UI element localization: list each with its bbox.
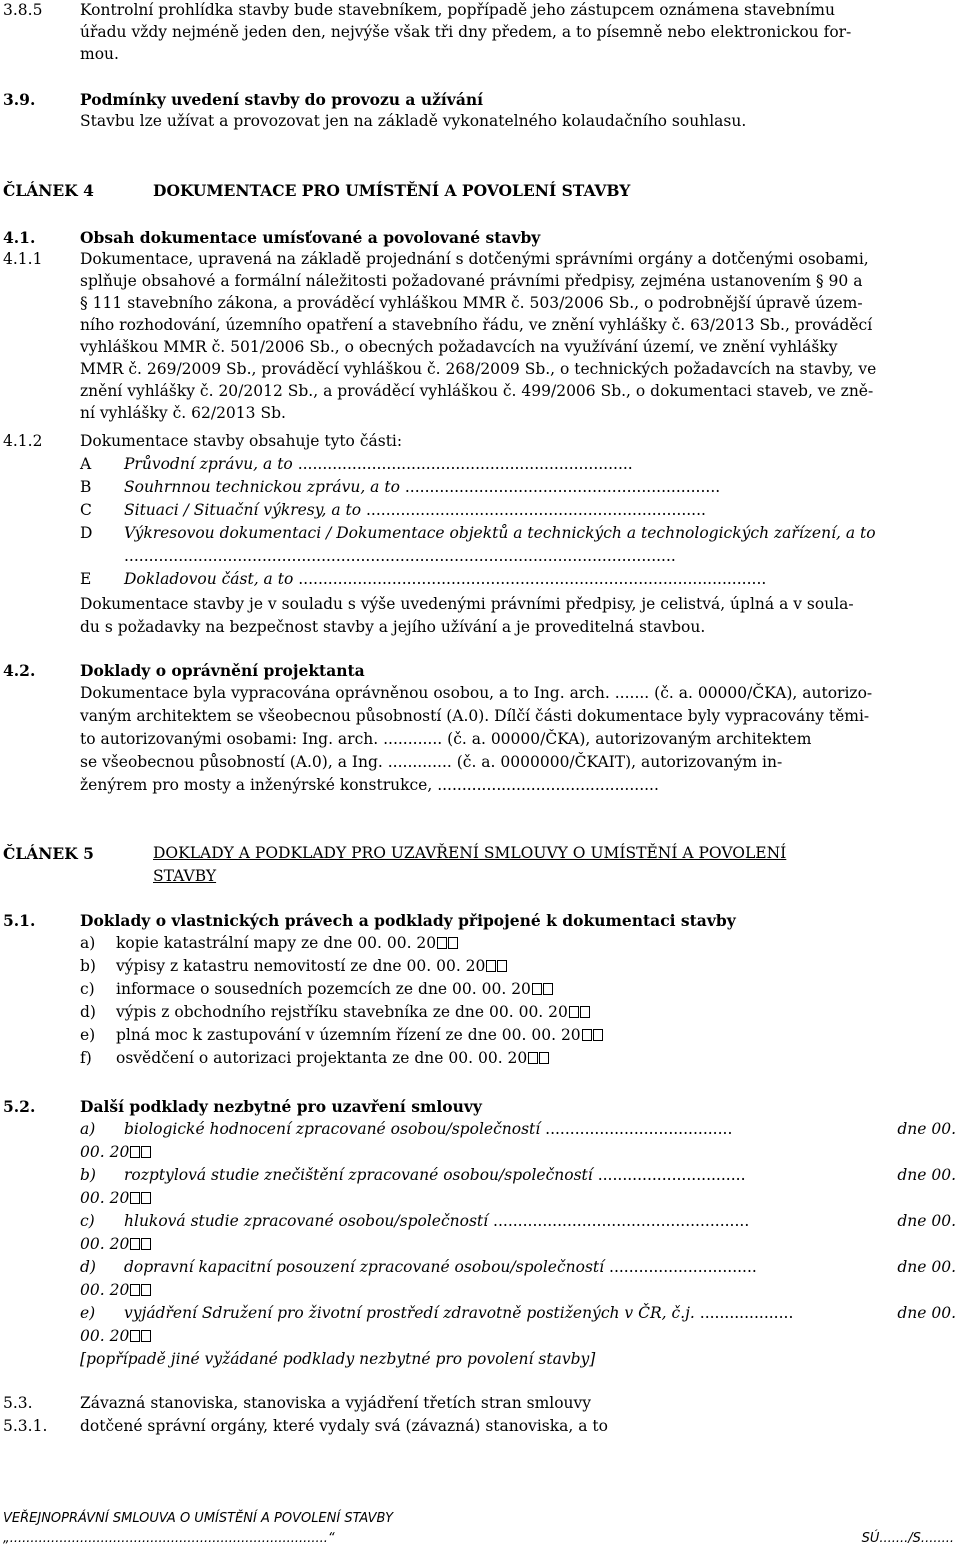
- paragraph-line: Dokumentace stavby obsahuje tyto části:: [80, 432, 403, 450]
- section-number: 3.8.5: [3, 1, 43, 19]
- list-text: Průvodní zprávu, a to: [124, 455, 293, 473]
- placeholder-box-icon: [448, 937, 458, 949]
- paragraph-line: úřadu vždy nejméně jeden den, nejvýše však tři dny předem, a to písemně nebo elektronickou for-: [80, 23, 852, 41]
- paragraph-line: Dokumentace stavby je v souladu s výše uvedenými právními předpisy, je celistvá, úplná a v soula-: [80, 595, 854, 613]
- article-title: DOKUMENTACE PRO UMÍSTĚNÍ A POVOLENÍ STAVBY: [153, 181, 631, 200]
- list-item-date: [80, 1142, 151, 1164]
- list-item: [80, 1257, 956, 1279]
- list-text: hluková studie zpracované osobou/společností: [124, 1212, 489, 1230]
- list-item: [80, 523, 876, 545]
- list-item: [80, 1025, 603, 1047]
- paragraph-line: Závazná stanoviska, stanoviska a vyjádření třetích stran smlouvy: [80, 1394, 592, 1412]
- paragraph-line: Kontrolní prohlídka stavby bude stavebníkem, popřípadě jeho zástupcem oznámena stavebnímu: [80, 1, 835, 19]
- list-text: Dokladovou část, a to: [124, 570, 294, 588]
- list-item: [80, 1211, 956, 1233]
- placeholder-box-icon: [141, 1192, 151, 1204]
- placeholder-box-icon: [130, 1330, 140, 1342]
- placeholder-box-icon: [543, 983, 553, 995]
- placeholder-box-icon: [532, 983, 542, 995]
- footer-right: SÚ......./S........: [861, 1531, 954, 1546]
- paragraph-line: to autorizovanými osobami: Ing. arch. ............ (č. a. 00000/ČKA), autorizovaným architektem: [80, 730, 812, 748]
- placeholder-box-icon: [130, 1192, 140, 1204]
- paragraph-line: vyhláškou MMR č. 501/2006 Sb., o obecných požadavcích na využívání území, ve znění vyhlášky: [80, 338, 838, 356]
- list-letter: b): [80, 1166, 96, 1184]
- date-text: 00. 20: [80, 1143, 130, 1161]
- section-title: Další podklady nezbytné pro uzavření smlouvy: [80, 1097, 482, 1116]
- leader-dots: ....................................................: [493, 1212, 750, 1230]
- placeholder-box-icon: [141, 1146, 151, 1158]
- list-text: biologické hodnocení zpracované osobou/společností: [124, 1120, 541, 1138]
- note-text: [popřípadě jiné vyžádané podklady nezbytné pro povolení stavby]: [80, 1350, 596, 1368]
- date-text: dne 00.: [897, 1258, 956, 1276]
- paragraph-line: mou.: [80, 45, 119, 63]
- paragraph-line: znění vyhlášky č. 20/2012 Sb., a prováděcí vyhláškou č. 499/2006 Sb., o dokumentaci staveb, ve zně-: [80, 382, 874, 400]
- list-letter: d): [80, 1258, 96, 1276]
- paragraph-line: ního rozhodování, územního opatření a stavebního řádu, ve znění vyhlášky č. 63/2013 Sb., prováděcí: [80, 316, 873, 334]
- list-letter: C: [80, 501, 92, 519]
- article-title: DOKLADY A PODKLADY PRO UZAVŘENÍ SMLOUVY O UMÍSTĚNÍ A POVOLENÍ: [153, 844, 787, 862]
- paragraph-line: splňuje obsahové a formální náležitosti požadované právními předpisy, zejména ustanovením § 90 a: [80, 272, 863, 290]
- list-text: kopie katastrální mapy ze dne 00. 00. 20: [116, 934, 437, 952]
- section-number: 4.2.: [3, 661, 36, 680]
- section-title: Doklady o oprávnění projektanta: [80, 661, 365, 680]
- article-label: ČLÁNEK 5: [3, 844, 94, 863]
- placeholder-box-icon: [130, 1284, 140, 1296]
- list-item-date: [80, 1188, 151, 1210]
- article-label: ČLÁNEK 4: [3, 181, 94, 200]
- list-letter: b): [80, 957, 96, 975]
- paragraph-line: Dokumentace byla vypracována oprávněnou osobou, a to Ing. arch. ....... (č. a. 00000/ČKA), autorizo-: [80, 684, 873, 702]
- date-text: dne 00.: [897, 1304, 956, 1322]
- placeholder-box-icon: [486, 960, 496, 972]
- list-letter: e): [80, 1026, 96, 1044]
- footer-title: VEŘEJNOPRÁVNÍ SMLOUVA O UMÍSTĚNÍ A POVOLENÍ STAVBY: [3, 1511, 394, 1526]
- date-text: 00. 20: [80, 1189, 130, 1207]
- list-text: Výkresovou dokumentaci / Dokumentace objektů a technických a technologických zařízení, a to: [124, 524, 876, 542]
- list-text: informace o sousedních pozemcích ze dne 00. 00. 20: [116, 980, 531, 998]
- section-number: 5.3.1.: [3, 1417, 48, 1435]
- section-title: Doklady o vlastnických právech a podklady připojené k dokumentaci stavby: [80, 911, 736, 930]
- list-letter: e): [80, 1304, 96, 1322]
- list-item: [80, 454, 633, 476]
- placeholder-box-icon: [141, 1238, 151, 1250]
- list-letter: d): [80, 1003, 96, 1021]
- paragraph-line: ní vyhlášky č. 62/2013 Sb.: [80, 404, 286, 422]
- list-text: výpis z obchodního rejstříku stavebníka ze dne 00. 00. 20: [116, 1003, 568, 1021]
- paragraph-line: § 111 stavebního zákona, a prováděcí vyhláškou MMR č. 503/2006 Sb., o podrobnější úpravě územ-: [80, 294, 863, 312]
- leader-dots: ....................................................................: [297, 455, 633, 473]
- list-text: vyjádření Sdružení pro životní prostředí zdravotně postižených v ČR, č.j.: [124, 1304, 695, 1322]
- paragraph-line: vaným architektem se všeobecnou působností (A.0). Dílčí části dokumentace byly vypracovány těmi-: [80, 707, 870, 725]
- section-number: 4.1.: [3, 228, 36, 247]
- list-item: [80, 1119, 956, 1141]
- section-number: 3.9.: [3, 90, 36, 109]
- placeholder-box-icon: [437, 937, 447, 949]
- list-text: Souhrnnou technickou zprávu, a to: [124, 478, 400, 496]
- list-letter: a): [80, 1120, 96, 1138]
- list-text: osvědčení o autorizaci projektanta ze dne 00. 00. 20: [116, 1049, 528, 1067]
- placeholder-box-icon: [141, 1330, 151, 1342]
- paragraph-line: dotčené správní orgány, které vydaly svá (závazná) stanoviska, a to: [80, 1417, 608, 1435]
- list-text: dopravní kapacitní posouzení zpracované osobou/společností: [124, 1258, 605, 1276]
- date-text: 00. 20: [80, 1281, 130, 1299]
- placeholder-box-icon: [130, 1146, 140, 1158]
- paragraph-line: se všeobecnou působností (A.0), a Ing. ............. (č. a. 0000000/ČKAIT), autorizovaným in-: [80, 753, 783, 771]
- leader-dots: ......................................: [545, 1120, 733, 1138]
- section-number: 5.1.: [3, 911, 36, 930]
- placeholder-box-icon: [141, 1284, 151, 1296]
- section-number: 4.1.2: [3, 432, 43, 450]
- list-text: rozptylová studie znečištění zpracované osobou/společností: [124, 1166, 593, 1184]
- leader-dots: ..............................: [609, 1258, 757, 1276]
- list-text: plná moc k zastupování v územním řízení ze dne 00. 00. 20: [116, 1026, 581, 1044]
- section-title: Obsah dokumentace umísťované a povolované stavby: [80, 228, 541, 247]
- leader-dots: .....................................................................: [365, 501, 706, 519]
- list-letter: a): [80, 934, 96, 952]
- article-title-continuation: STAVBY: [153, 867, 217, 885]
- leader-dots: ...................: [699, 1304, 794, 1322]
- list-letter: D: [80, 524, 93, 542]
- placeholder-box-icon: [130, 1238, 140, 1250]
- leader-dots: ................................................................: [404, 478, 721, 496]
- placeholder-box-icon: [528, 1052, 538, 1064]
- list-item: [80, 933, 458, 955]
- list-item: [80, 500, 706, 522]
- list-item-continuation: [124, 546, 676, 568]
- leader-dots: ..............................: [597, 1166, 746, 1184]
- section-number: 5.2.: [3, 1097, 36, 1116]
- list-item: [80, 1048, 549, 1070]
- list-item-date: [80, 1234, 151, 1256]
- list-item-date: [80, 1280, 151, 1302]
- list-item: [80, 569, 766, 591]
- placeholder-box-icon: [593, 1029, 603, 1041]
- section-number: 4.1.1: [3, 250, 43, 268]
- date-text: 00. 20: [80, 1327, 130, 1345]
- list-letter: B: [80, 478, 92, 496]
- list-letter: E: [80, 570, 92, 588]
- list-item-date: [80, 1326, 151, 1348]
- list-text: výpisy z katastru nemovitostí ze dne 00. 00. 20: [116, 957, 486, 975]
- list-item: [80, 956, 507, 978]
- list-item: [80, 477, 720, 499]
- leader-dots: ................................................................................................................: [124, 547, 676, 565]
- list-letter: f): [80, 1049, 92, 1067]
- placeholder-box-icon: [497, 960, 507, 972]
- paragraph-line: Stavbu lze užívat a provozovat jen na základě vykonatelného kolaudačního souhlasu.: [80, 112, 747, 130]
- list-item: [80, 1303, 956, 1325]
- paragraph-line: ženýrem pro mosty a inženýrské konstrukce, .............................................: [80, 776, 659, 794]
- placeholder-box-icon: [582, 1029, 592, 1041]
- list-item: [80, 979, 553, 1001]
- section-title: Podmínky uvedení stavby do provozu a užívání: [80, 90, 484, 109]
- list-text: Situaci / Situační výkresy, a to: [124, 501, 362, 519]
- date-text: dne 00.: [897, 1212, 956, 1230]
- list-letter: c): [80, 1212, 95, 1230]
- paragraph-line: du s požadavky na bezpečnost stavby a jejího užívání a je proveditelná stavbou.: [80, 618, 706, 636]
- placeholder-box-icon: [569, 1006, 579, 1018]
- list-item: [80, 1165, 956, 1187]
- date-text: dne 00.: [897, 1120, 956, 1138]
- paragraph-line: MMR č. 269/2009 Sb., prováděcí vyhláškou č. 268/2009 Sb., o technických požadavcích na stavby, ve: [80, 360, 877, 378]
- list-letter: A: [80, 455, 92, 473]
- paragraph-line: Dokumentace, upravená na základě projednání s dotčenými správními orgány a dotčenými osobami,: [80, 250, 869, 268]
- section-number: 5.3.: [3, 1394, 33, 1412]
- list-letter: c): [80, 980, 95, 998]
- date-text: 00. 20: [80, 1235, 130, 1253]
- date-text: dne 00.: [897, 1166, 956, 1184]
- footer-left: „.............................................................................“: [3, 1531, 335, 1546]
- list-item: [80, 1002, 590, 1024]
- placeholder-box-icon: [539, 1052, 549, 1064]
- leader-dots: ...............................................................................................: [298, 570, 767, 588]
- placeholder-box-icon: [580, 1006, 590, 1018]
